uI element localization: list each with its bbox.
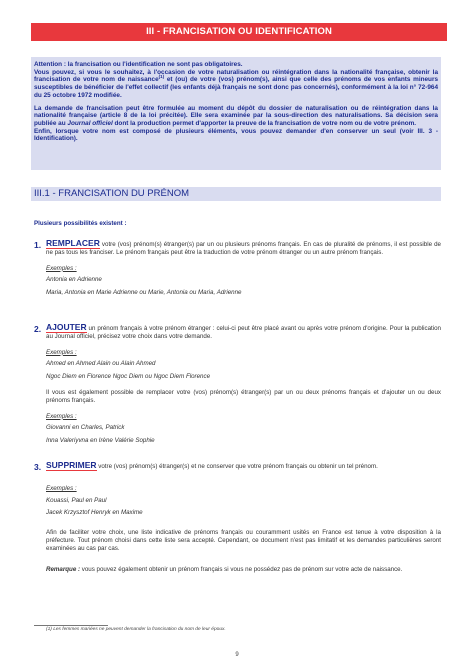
footnote: (1) Les femmes mariées ne peuvent demander la francisation du nom de leur époux. [46,627,226,632]
item-3-examples-label: Exemples : [46,484,77,492]
subsection-title: III.1 - FRANCISATION DU PRÉNOM [31,187,441,201]
notice-paragraph-1 [34,69,438,100]
notice-paragraph-2 [34,105,438,128]
item-2-example-1: Ahmed en Ahmed Alain ou Alain Ahmed [46,360,156,368]
notice-p2-text-b: dont la production permet d'apporter la preuve de la francisation de votre nom ou de votre prénom. [112,119,417,127]
item-3-example-1: Kouassi, Paul en Paul [46,496,107,504]
item-1-key: REMPLACER [46,238,100,248]
item-3-text: votre (vos) prénom(s) étranger(s) et ne conserver que votre prénom français ou obtenir un tel prénom. [96,463,378,470]
notice-box [31,57,441,170]
item-3-example-2: Jacek Krzysztof Henryk en Maxime [46,509,143,517]
item-2-example-2: Ngoc Diem en Florence Ngoc Diem ou Ngoc Diem Florence [46,373,211,381]
item-2-text-a: un prénom français à votre prénom étranger : celui-ci peut être placé avant ou après votre prénom d'origine. Pour la publication au Journal officiel, précisez votre choix dans votre demande. [46,325,441,340]
item-1-examples-label: Exemples : [46,264,77,272]
item-1-text: votre (vos) prénom(s) étranger(s) par un ou plusieurs prénoms français. En cas de pluralité de prénoms, il est possible de ne pas tous les franciser. Le prénom français peut être la traduction de votre prénom étranger ou un autre prénom français. [46,241,441,256]
footnote-ref: (1) [158,74,165,80]
notice-attention: Attention : la francisation ou l'identification ne sont pas obligatoires. [34,61,243,68]
remark-paragraph [46,566,441,574]
closing-paragraph: Afin de faciliter votre choix, une liste indicative de prénoms français ou couramment usités en France est tenue à votre disposition à la préfecture. Tout prénom choisi dans cette liste sera accepté. Cependant, ce document n'est pas limitatif et les demandes particulières seront examinées au cas par cas. [46,529,441,552]
item-2-number: 2. [34,324,42,334]
notice-p1-text-a: Vous pouvez, si vous le souhaitez, à l'occasion de votre naturalisation ou réintégration dans la nationalité française, obtenir la francisation de votre nom de naissance [34,68,438,84]
item-1-block [46,240,441,297]
item-1-example-2: Maria, Antonia en Marie Adrienne ou Marie, Antonia ou Maria, Adrienne [46,289,242,297]
section-header-banner: III - FRANCISATION OU IDENTIFICATION [31,23,447,41]
item-2-example-3: Giovanni en Charles, Patrick [46,424,125,432]
item-2-examples-label-b: Exemples : [46,412,77,420]
item-2-text-b: Il vous est également possible de remplacer votre (vos) prénom(s) étranger(s) par un ou deux prénoms français et d'ajouter un ou deux prénoms français. [46,388,441,404]
notice-p1-text-b: et (ou) de votre (vos) prénom(s), ainsi que celle des prénoms de vos enfants mineurs susceptibles de bénéficier de l'effet collectif (les enfants déjà français ne sont donc pas concernés), conformément à la loi n° 72-964 du 25 octobre 1972 modifiée. [34,76,438,99]
item-3-block [46,462,441,517]
footnote-divider [34,625,108,626]
item-2-key: AJOUTER [46,322,87,332]
notice-p2-text-a: La demande de francisation peut être formulée au moment du dépôt du dossier de naturalisation ou de réintégration dans la nationalité française (article 8 de la loi précitée). Elle sera examinée par la sous-direction des naturalisations. Sa décision sera publiée au [34,104,438,127]
item-2-example-4: Inna Valeriyvna en Irène Valérie Sophie [46,437,155,445]
item-1-number: 1. [34,240,42,250]
item-3-number: 3. [34,462,42,472]
remark-label: Remarque : [46,566,81,573]
journal-officiel-text: Journal officiel [67,119,113,127]
page-number: 9 [235,652,239,658]
item-2-examples-label: Exemples : [46,348,77,356]
remark-text: vous pouvez également obtenir un prénom français si vous ne possédez pas de prénom sur votre acte de naissance. [80,566,403,573]
notice-paragraph-3: Enfin, lorsque votre nom est composé de plusieurs éléments, vous pouvez demander d'en conserver un seul (voir III. 3 - Identification). [34,127,438,143]
item-3-key: SUPPRIMER [46,460,97,470]
item-2-block [46,324,441,445]
intro-text: Plusieurs possibilités existent : [34,220,127,227]
item-1-example-1: Antonia en Adrienne [46,276,102,284]
